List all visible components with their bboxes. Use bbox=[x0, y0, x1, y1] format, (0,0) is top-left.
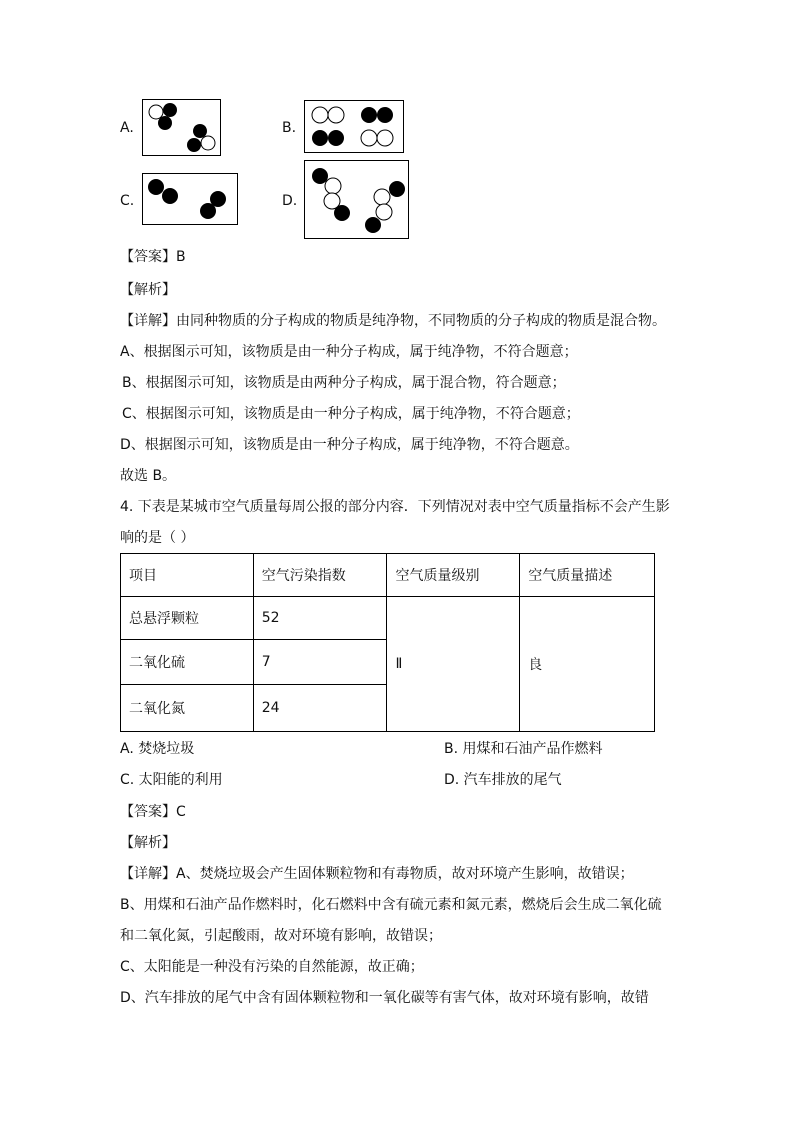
atom-white bbox=[328, 107, 344, 123]
answer-label: 【答案】 bbox=[120, 804, 176, 820]
atom-black bbox=[163, 103, 177, 117]
q3-analysis-title: 【解析】 bbox=[120, 282, 176, 298]
option-c-diagram bbox=[142, 173, 238, 225]
header-index: 空气污染指数 bbox=[253, 554, 387, 597]
header-description: 空气质量描述 bbox=[520, 554, 655, 597]
q3-line-c: C、根据图示可知，该物质是由一种分子构成，属于纯净物，不符合题意； bbox=[122, 406, 580, 422]
atom-black bbox=[162, 188, 178, 204]
atom-white bbox=[361, 130, 377, 146]
atom-black bbox=[187, 138, 201, 152]
atom-white bbox=[374, 189, 390, 205]
option-a-molecules bbox=[143, 100, 222, 157]
option-b-diagram bbox=[304, 100, 404, 153]
q4-detail-line: 和二氧化氮，引起酸雨，故对环境有影响，故错误； bbox=[120, 928, 442, 944]
q4-option-a: A. 焚烧垃圾 bbox=[120, 741, 195, 757]
option-c-molecules bbox=[143, 174, 239, 226]
q4-detail-line: D、汽车排放的尾气中含有固体颗粒物和一氧化碳等有害气体，故对环境有影响，故错 bbox=[120, 990, 649, 1006]
header-item: 项目 bbox=[121, 554, 254, 597]
cell-index: 24 bbox=[253, 685, 387, 732]
option-c-label: C. bbox=[120, 193, 135, 209]
atom-white bbox=[201, 136, 215, 150]
air-quality-table bbox=[120, 553, 655, 732]
q4-detail-line: 【详解】A、焚烧垃圾会产生固体颗粒物和有毒物质，故对环境产生影响，故错误； bbox=[120, 866, 634, 882]
table-row bbox=[121, 597, 655, 640]
cell-index: 7 bbox=[253, 640, 387, 685]
q3-detail: 【详解】由同种物质的分子构成的物质是纯净物，不同物质的分子构成的物质是混合物。 bbox=[120, 313, 666, 329]
option-d-molecules bbox=[305, 161, 410, 240]
q3-line-a: A、根据图示可知，该物质是由一种分子构成，属于纯净物，不符合题意； bbox=[120, 344, 578, 360]
option-b-label: B. bbox=[282, 120, 297, 136]
option-d-label: D. bbox=[282, 193, 298, 209]
q4-stem-line1: 4. 下表是某城市空气质量每周公报的部分内容．下列情况对表中空气质量指标不会产生影 bbox=[120, 499, 670, 515]
answer-label: 【答案】 bbox=[120, 249, 176, 265]
atom-black bbox=[361, 107, 377, 123]
cell-level: Ⅱ bbox=[387, 597, 520, 732]
atom-black bbox=[312, 168, 328, 184]
atom-black bbox=[200, 203, 216, 219]
cell-item: 总悬浮颗粒 bbox=[121, 597, 254, 640]
q3-line-b: B、根据图示可知，该物质是由两种分子构成，属于混合物，符合题意； bbox=[122, 375, 566, 391]
atom-black bbox=[365, 217, 381, 233]
atom-black bbox=[148, 179, 164, 195]
atom-white bbox=[376, 204, 392, 220]
atom-black bbox=[377, 107, 393, 123]
atom-white bbox=[377, 130, 393, 146]
q3-answer bbox=[120, 247, 186, 267]
header-level: 空气质量级别 bbox=[387, 554, 520, 597]
q4-option-b: B. 用煤和石油产品作燃料 bbox=[444, 741, 603, 757]
atom-black bbox=[389, 181, 405, 197]
q4-answer bbox=[120, 802, 186, 822]
atom-white bbox=[325, 178, 341, 194]
q4-detail-line: C、太阳能是一种没有污染的自然能源，故正确； bbox=[120, 959, 424, 975]
atom-black bbox=[193, 124, 207, 138]
option-a-diagram bbox=[142, 99, 221, 156]
q4-option-c: C. 太阳能的利用 bbox=[120, 772, 223, 788]
q4-detail-line: B、用煤和石油产品作燃料时，化石燃料中含有硫元素和氮元素，燃烧后会生成二氧化硫 bbox=[120, 897, 662, 913]
atom-white bbox=[312, 107, 328, 123]
atom-black bbox=[334, 205, 350, 221]
cell-index: 52 bbox=[253, 597, 387, 640]
table-header-row bbox=[121, 554, 655, 597]
atom-white bbox=[149, 105, 163, 119]
q3-line-d: D、根据图示可知，该物质是由一种分子构成，属于纯净物，不符合题意。 bbox=[120, 437, 579, 453]
q4-analysis-title: 【解析】 bbox=[120, 835, 176, 851]
cell-item: 二氧化氮 bbox=[121, 685, 254, 732]
answer-value: B bbox=[176, 249, 186, 265]
atom-black bbox=[158, 116, 172, 130]
q4-stem-line2: 响的是（ ） bbox=[120, 530, 195, 546]
option-b-molecules bbox=[305, 101, 405, 154]
q3-conclusion: 故选 B。 bbox=[120, 468, 177, 484]
cell-description: 良 bbox=[520, 597, 655, 732]
answer-value: C bbox=[176, 804, 186, 820]
q4-option-d: D. 汽车排放的尾气 bbox=[444, 772, 562, 788]
atom-black bbox=[312, 130, 328, 146]
option-d-diagram bbox=[304, 160, 409, 239]
option-a-label: A. bbox=[120, 120, 134, 136]
atom-black bbox=[328, 130, 344, 146]
cell-item: 二氧化硫 bbox=[121, 640, 254, 685]
